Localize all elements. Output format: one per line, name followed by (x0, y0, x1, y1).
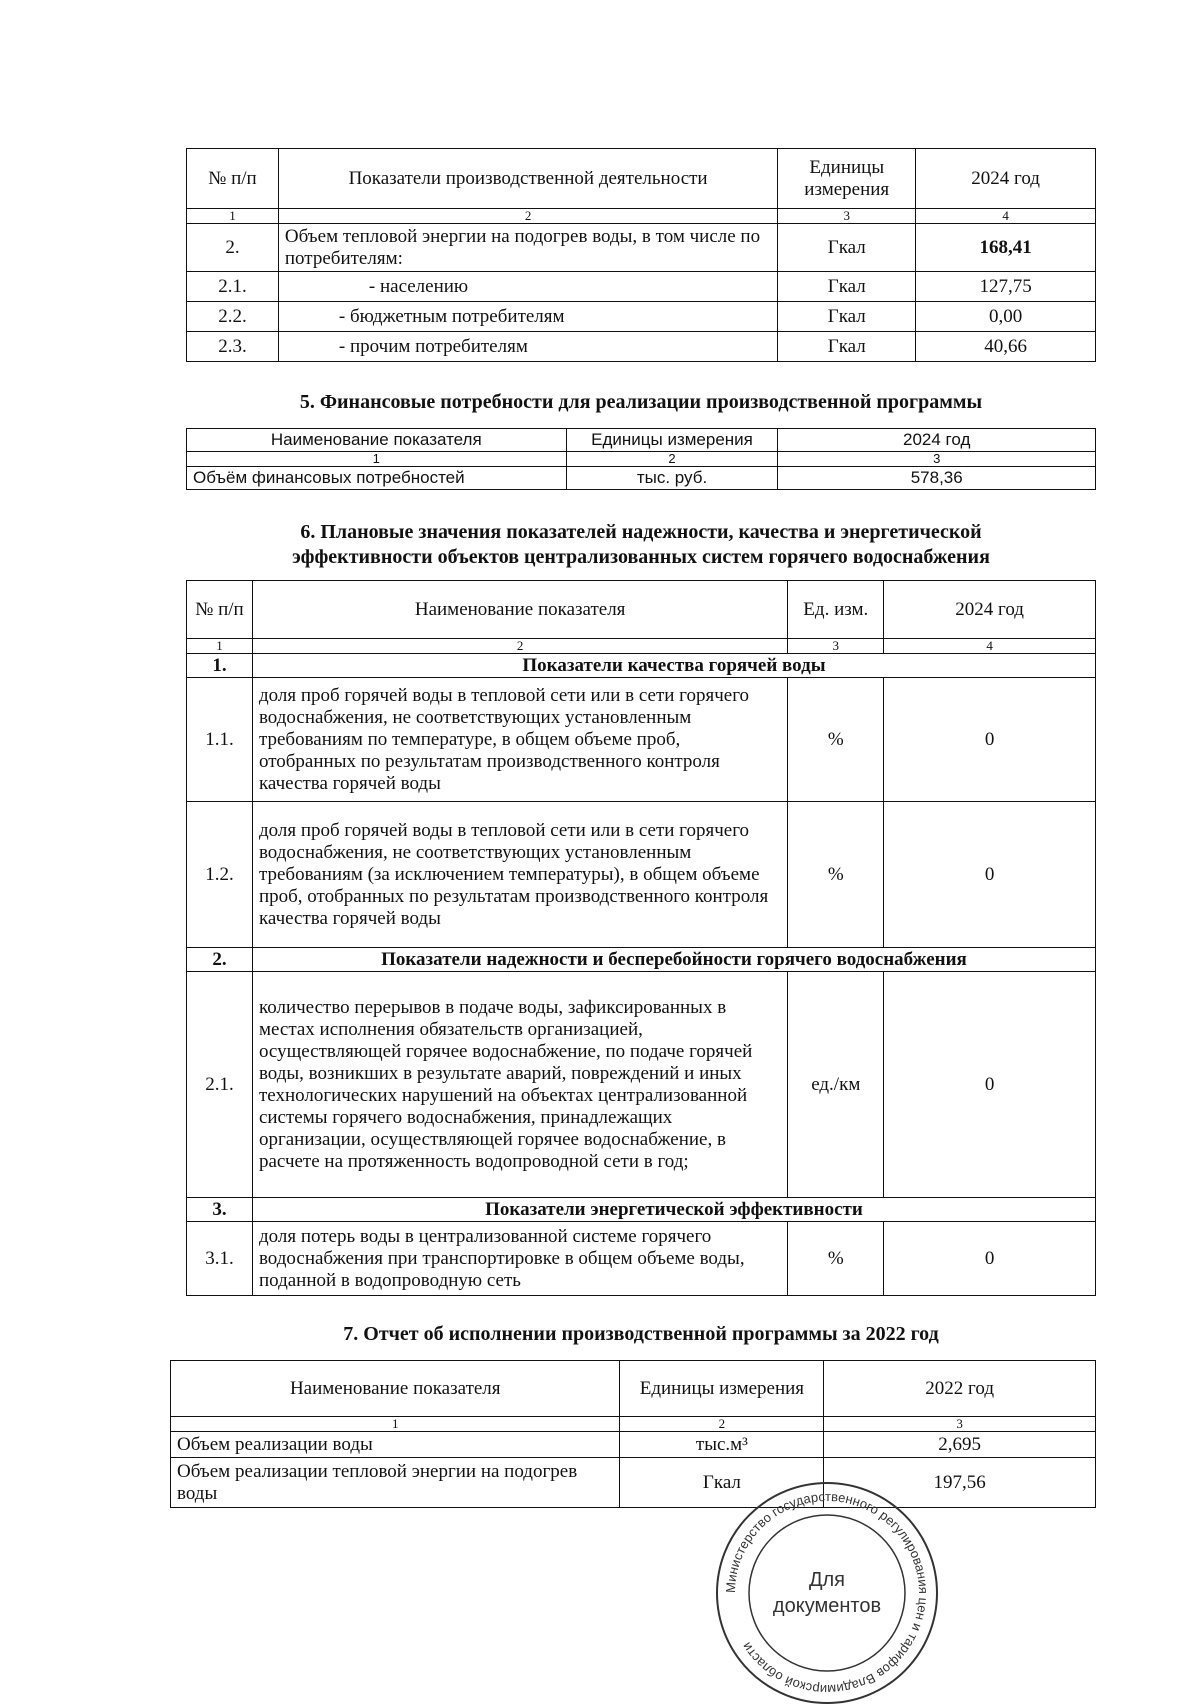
row-num: 2. (187, 224, 279, 272)
group-num: 3. (187, 1198, 253, 1222)
row-value: 0 (884, 802, 1096, 948)
group-title: Показатели энергетической эффективности (252, 1198, 1095, 1222)
row-unit: % (788, 678, 884, 802)
row-name: - прочим потребителям (278, 332, 777, 362)
stamp-center-line2: документов (772, 1595, 882, 1617)
row-unit: тыс.м³ (620, 1432, 824, 1458)
header-year: 2024 год (778, 429, 1096, 452)
index-cell: 2 (252, 639, 787, 654)
table-row (171, 1432, 1096, 1458)
row-name: - населению (278, 272, 777, 302)
row-unit: % (788, 802, 884, 948)
row-num: 1.1. (187, 678, 253, 802)
index-cell: 1 (171, 1417, 620, 1432)
group-row (187, 1198, 1096, 1222)
row-unit: Гкал (778, 302, 916, 332)
table-row (187, 802, 1096, 948)
row-num: 2.1. (187, 972, 253, 1198)
header-year: 2022 год (824, 1361, 1096, 1417)
row-value: 197,56 (824, 1458, 1096, 1508)
index-cell: 4 (916, 209, 1096, 224)
header-unit: Ед. изм. (788, 581, 884, 639)
row-unit: тыс. руб. (566, 467, 778, 490)
row-name: Объём финансовых потребностей (187, 467, 567, 490)
row-value: 127,75 (916, 272, 1096, 302)
section6-title-line1: 6. Плановые значения показателей надежности, качества и энергетической (300, 521, 982, 543)
row-name: доля проб горячей воды в тепловой сети или в сети горячего водоснабжения, не соответствующих установленным требованиям по температуре, в общем объеме проб, отобранных по результатам производственного контроля качества горячей воды (252, 678, 787, 802)
group-row (187, 654, 1096, 678)
stamp-ring-text: Министерство государственного регулирования цен и тарифов Владимирской области (722, 1488, 932, 1698)
stamp-center-line1: Для (808, 1569, 846, 1591)
table-row (171, 1458, 1096, 1508)
table-row (187, 302, 1096, 332)
row-unit: Гкал (620, 1458, 824, 1508)
row-unit: Гкал (778, 332, 916, 362)
row-num: 2.2. (187, 302, 279, 332)
group-title: Показатели качества горячей воды (252, 654, 1095, 678)
official-stamp (712, 1478, 942, 1708)
group-row (187, 948, 1096, 972)
row-unit: ед./км (788, 972, 884, 1198)
index-cell: 1 (187, 209, 279, 224)
row-num: 3.1. (187, 1222, 253, 1296)
row-value: 0 (884, 678, 1096, 802)
header-unit: Единицы измерения (620, 1361, 824, 1417)
index-cell: 2 (566, 452, 778, 467)
header-num: № п/п (187, 581, 253, 639)
row-name: Объем реализации тепловой энергии на подогрев воды (171, 1458, 620, 1508)
group-num: 2. (187, 948, 253, 972)
row-unit: % (788, 1222, 884, 1296)
stamp-inner-ring (749, 1515, 905, 1671)
index-cell: 3 (824, 1417, 1096, 1432)
table-row (187, 467, 1096, 490)
row-unit: Гкал (778, 272, 916, 302)
index-cell: 1 (187, 639, 253, 654)
row-num: 2.1. (187, 272, 279, 302)
row-value: 0 (884, 972, 1096, 1198)
row-name: - бюджетным потребителям (278, 302, 777, 332)
header-year: 2024 год (884, 581, 1096, 639)
production-table (186, 148, 1096, 362)
header-unit: Единицы измерения (566, 429, 778, 452)
row-value: 2,695 (824, 1432, 1096, 1458)
row-unit: Гкал (778, 224, 916, 272)
reliability-table (186, 580, 1096, 1296)
index-cell: 3 (778, 209, 916, 224)
row-num: 1.2. (187, 802, 253, 948)
header-indicator: Показатели производственной деятельности (278, 149, 777, 209)
row-name: доля проб горячей воды в тепловой сети или в сети горячего водоснабжения, не соответствующих установленным требованиям (за исключением температуры), в общем объеме проб, отобранных по результатам производственного контроля качества горячей воды (252, 802, 787, 948)
table-row (187, 972, 1096, 1198)
row-value: 0 (884, 1222, 1096, 1296)
report-table (170, 1360, 1096, 1508)
stamp-outer-ring (717, 1483, 937, 1703)
header-indicator: Наименование показателя (252, 581, 787, 639)
table-row (187, 678, 1096, 802)
row-value: 40,66 (916, 332, 1096, 362)
row-value: 0,00 (916, 302, 1096, 332)
financial-table (186, 428, 1096, 490)
index-cell: 4 (884, 639, 1096, 654)
section6-title (186, 520, 1096, 570)
row-value: 578,36 (778, 467, 1096, 490)
row-name: Объем реализации воды (171, 1432, 620, 1458)
header-unit: Единицы измерения (778, 149, 916, 209)
index-cell: 1 (187, 452, 567, 467)
row-num: 2.3. (187, 332, 279, 362)
table-row (187, 1222, 1096, 1296)
header-num: № п/п (187, 149, 279, 209)
table-row (187, 224, 1096, 272)
section6-title-line2: эффективности объектов централизованных систем горячего водоснабжения (292, 546, 990, 568)
section7-title: 7. Отчет об исполнении производственной программы за 2022 год (343, 1323, 939, 1345)
index-cell: 2 (278, 209, 777, 224)
row-value: 168,41 (916, 224, 1096, 272)
table-row (187, 272, 1096, 302)
header-year: 2024 год (916, 149, 1096, 209)
group-title: Показатели надежности и бесперебойности горячего водоснабжения (252, 948, 1095, 972)
row-name: Объем тепловой энергии на подогрев воды, в том числе по потребителям: (278, 224, 777, 272)
index-cell: 3 (778, 452, 1096, 467)
group-num: 1. (187, 654, 253, 678)
table-row (187, 332, 1096, 362)
row-name: доля потерь воды в централизованной системе горячего водоснабжения при транспортировке в общем объеме воды, поданной в водопроводную сеть (252, 1222, 787, 1296)
section5-title: 5. Финансовые потребности для реализации производственной программы (299, 391, 983, 413)
index-cell: 2 (620, 1417, 824, 1432)
index-cell: 3 (788, 639, 884, 654)
row-name: количество перерывов в подаче воды, зафиксированных в местах исполнения обязательств организацией, осуществляющей горячее водоснабжение, по подаче горячей воды, возникших в результате аварий, повреждений и иных технологических нарушений на объектах централизованной системы горячего водоснабжения, принадлежащих организации, осуществляющей горячее водоснабжение, в расчете на протяженность водопроводной сети в год; (252, 972, 787, 1198)
header-indicator: Наименование показателя (187, 429, 567, 452)
header-indicator: Наименование показателя (171, 1361, 620, 1417)
